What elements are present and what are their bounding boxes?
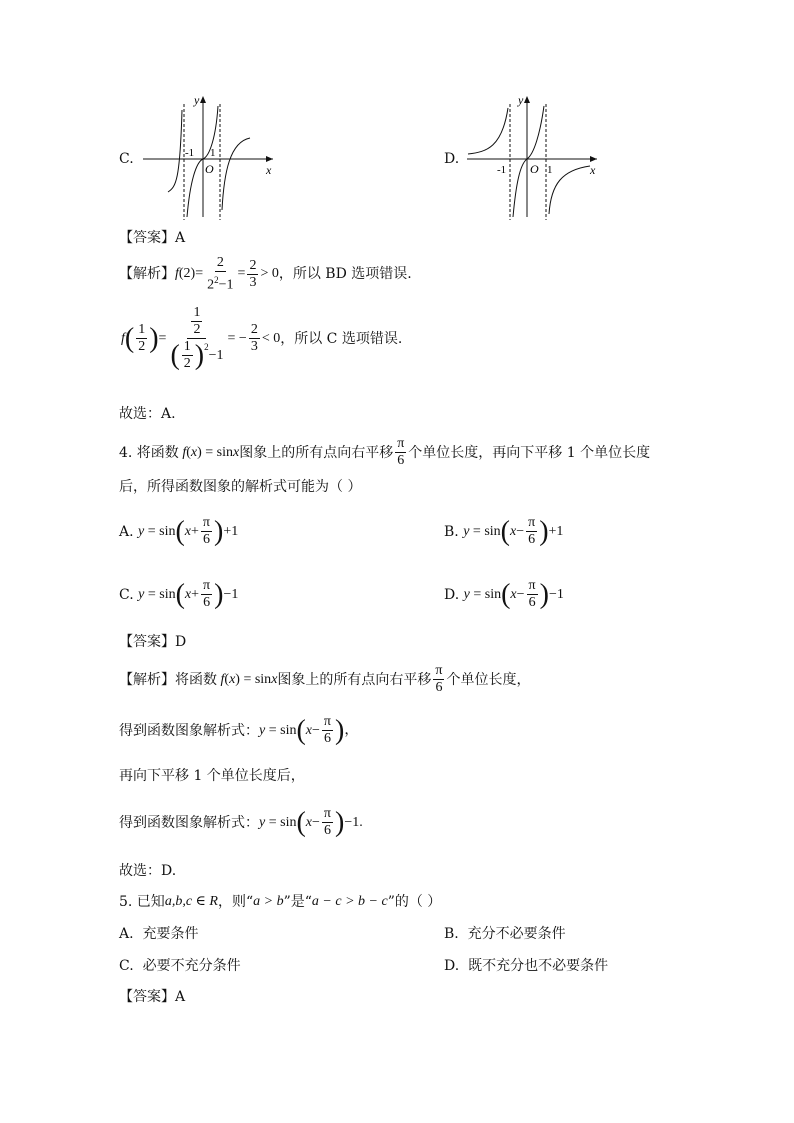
q4-analysis-label: 【解析】	[119, 671, 175, 688]
q4-step2: 得到函数图象解析式：	[119, 722, 259, 739]
q4-option-b-sign: −	[516, 523, 525, 539]
q4-analysis-line2: 得到函数图象解析式： y = sin ( x − $\frac{\pi}{6}$ ) ，	[119, 714, 359, 746]
q5-option-b	[444, 925, 566, 943]
q4-option-d: D. y = sin ( x − $\frac{\pi}{6}$ ) −1	[444, 578, 564, 610]
q5-stem-b: ，则“	[217, 894, 254, 910]
q5-option-a	[119, 925, 198, 943]
q3-conclusion: 故选：A.	[119, 406, 176, 422]
q3-analysis-line2: f ( $\frac{1}{2}$ ) = $\frac{1}{2}$ ( $\frac{1}{2}$ ) $^2$ −1 = − $\frac{2}{3}$ < 0 ，所以 C 选项错误.	[121, 305, 403, 371]
q4-option-b-letter: B.	[444, 523, 459, 540]
option-c-label: C.	[119, 151, 134, 167]
q5-stem	[119, 893, 441, 911]
graph-d-neg-one: -1	[497, 164, 507, 176]
q4-conclusion: 故选：D.	[119, 863, 177, 879]
graph-d-x-label: x	[590, 163, 596, 177]
q5-option-d	[444, 957, 608, 975]
q4-step4: 得到函数图象解析式：	[119, 814, 259, 831]
q3-answer: 【答案】A	[119, 230, 186, 246]
q4-option-a-letter: A.	[119, 523, 134, 540]
q4-stem-c: 个单位长度，再向下平移 1 个单位长度	[408, 444, 651, 461]
q5-option-c-text: 必要不充分条件	[142, 958, 241, 974]
q4-option-a: A. y = sin ( x + $\frac{\pi}{6}$ ) +1	[119, 515, 239, 547]
q3-analysis-label: 【解析】	[119, 266, 175, 283]
q4-analysis-line1: 【解析】 将函数 f ( x ) = sin x 图象上的所有点向右平移 $\frac{\pi}{6}$ 个单位长度，	[119, 663, 531, 695]
q4-analysis-line4: 得到函数图象解析式： y = sin ( x − $\frac{\pi}{6}$ ) −1.	[119, 806, 363, 838]
q5-option-b-text: 充分不必要条件	[467, 926, 566, 942]
graph-c-origin: O	[205, 162, 214, 176]
graph-c	[138, 92, 283, 222]
q5-option-c	[119, 957, 241, 975]
q5-cond1: a > b	[253, 894, 284, 909]
q4-option-d-tail: −1	[548, 586, 564, 602]
q4-step1-a: 将函数	[175, 671, 217, 688]
q5-option-c-letter: C.	[119, 958, 134, 974]
q4-option-b-tail: +1	[548, 523, 564, 539]
q4-stem: 4. 将函数 f ( x ) = sin x 图象上的所有点向右平移 $\frac{\pi}{6}$ 个单位长度，再向下平移 1 个单位长度	[119, 436, 651, 468]
q4-option-d-sign: −	[516, 586, 525, 602]
q5-stem-a: 5. 已知	[119, 894, 165, 910]
option-d-label: D.	[444, 151, 460, 167]
q4-step1-b: 图象上的所有点向右平移	[277, 671, 432, 688]
q4-stem-line2: 后，所得函数图象的解析式可能为（ ）	[119, 479, 362, 495]
q4-stem-b: 图象上的所有点向右平移	[239, 444, 394, 461]
q4-option-b: B. y = sin ( x − $\frac{\pi}{6}$ ) +1	[444, 515, 564, 547]
q4-stem-a: 4. 将函数	[119, 444, 179, 461]
q4-answer: 【答案】D	[119, 634, 187, 650]
q4-option-c: C. y = sin ( x + $\frac{\pi}{6}$ ) −1	[119, 578, 239, 610]
q3-analysis-line1: 【解析】 f (2)= $\frac{2}{2^2-1}$ = $\frac{2}{3}$ > 0 ，所以 BD 选项错误.	[119, 255, 412, 293]
graph-c-y-label: y	[194, 93, 200, 107]
q4-step3: 再向下平移 1 个单位长度后，	[119, 768, 305, 784]
q5-stem-d: ”的（ ）	[387, 894, 442, 910]
graph-c-one: 1	[210, 147, 216, 159]
q4-step1-c: 个单位长度，	[446, 671, 531, 688]
graph-c-neg-one: -1	[185, 147, 195, 159]
q3-line2-tail: ，所以 C 选项错误.	[280, 330, 403, 347]
q5-cond2: a − c > b − c	[311, 894, 388, 909]
q4-option-d-letter: D.	[444, 586, 460, 603]
q4-option-c-tail: −1	[223, 586, 239, 602]
graph-d-y-label: y	[518, 93, 524, 107]
q5-option-d-letter: D.	[444, 958, 460, 974]
graph-c-x-label: x	[266, 163, 272, 177]
q4-option-a-tail: +1	[223, 523, 239, 539]
q5-option-a-letter: A.	[119, 926, 134, 942]
q5-option-d-text: 既不充分也不必要条件	[468, 958, 609, 974]
q4-option-c-sign: +	[191, 586, 200, 602]
q5-answer: 【答案】A	[119, 989, 186, 1005]
q5-option-b-letter: B.	[444, 926, 459, 942]
q4-option-c-letter: C.	[119, 586, 134, 603]
q5-option-a-text: 充要条件	[142, 926, 199, 942]
graph-d-one: 1	[547, 164, 553, 176]
q3-line1-tail: ，所以 BD 选项错误.	[278, 266, 412, 283]
q5-vars: a,b,c ∈ R	[164, 894, 218, 909]
q4-option-a-sign: +	[191, 523, 199, 539]
q5-stem-c: ”是“	[283, 894, 312, 910]
graph-d-origin: O	[530, 162, 539, 176]
graph-d	[462, 92, 607, 222]
